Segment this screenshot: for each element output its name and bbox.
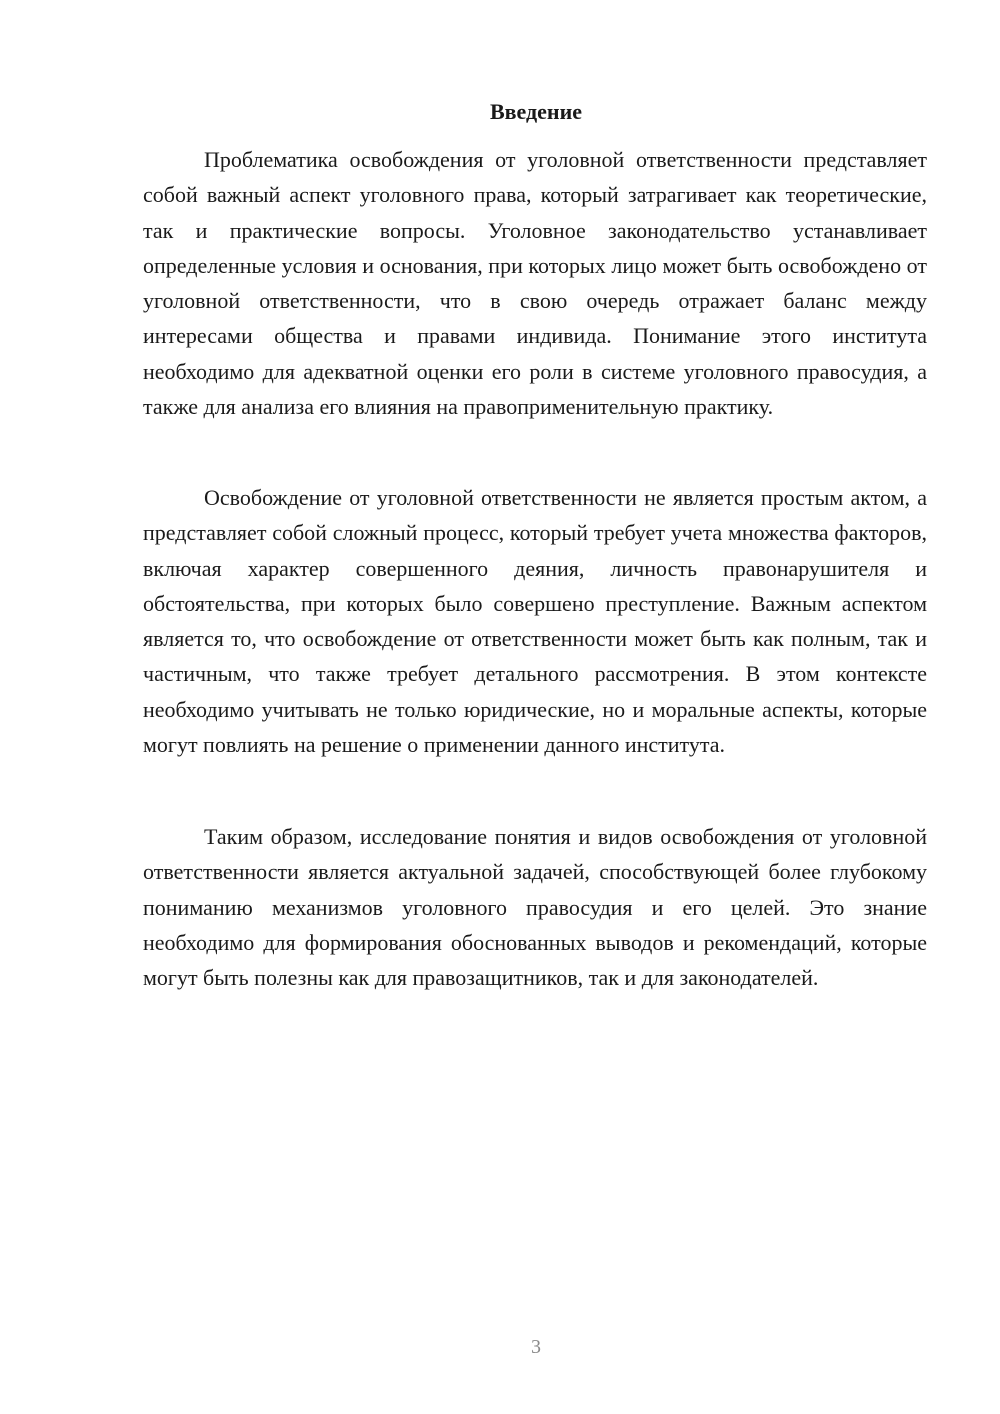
paragraph-1: Проблематика освобождения от уголовной ответственности представляет собой важный аспект уголовного права, который затрагивает как теоретические, так и практические вопросы. Уголовное законодательство устанавливает определенные условия и основания, при которых лицо может быть освобождено от уголовной ответственности, что в свою очередь отражает баланс между интересами общества и правами индивида. Понимание этого института необходимо для адекватной оценки его роли в системе уголовного правосудия, а также для анализа его влияния на правоприменительную практику.	[143, 147, 927, 420]
paragraph-3: Таким образом, исследование понятия и видов освобождения от уголовной ответственности является актуальной задачей, способствующей более глубокому пониманию механизмов уголовного правосудия и его целей. Это знание необходимо для формирования обоснованных выводов и рекомендаций, которые могут быть полезны как для правозащитников, так и для законодателей.	[143, 824, 927, 991]
paragraph-2: Освобождение от уголовной ответственности не является простым актом, а представляет собой сложный процесс, который требует учета множества факторов, включая характер совершенного деяния, личность правонарушителя и обстоятельства, при которых было совершено преступление. Важным аспектом является то, что освобождение от ответственности может быть как полным, так и частичным, что также требует детального рассмотрения. В этом контексте необходимо учитывать не только юридические, но и моральные аспекты, которые могут повлиять на решение о применении данного института.	[143, 485, 927, 758]
page-number: 3	[531, 1336, 541, 1358]
page-title: Введение	[489, 99, 583, 124]
